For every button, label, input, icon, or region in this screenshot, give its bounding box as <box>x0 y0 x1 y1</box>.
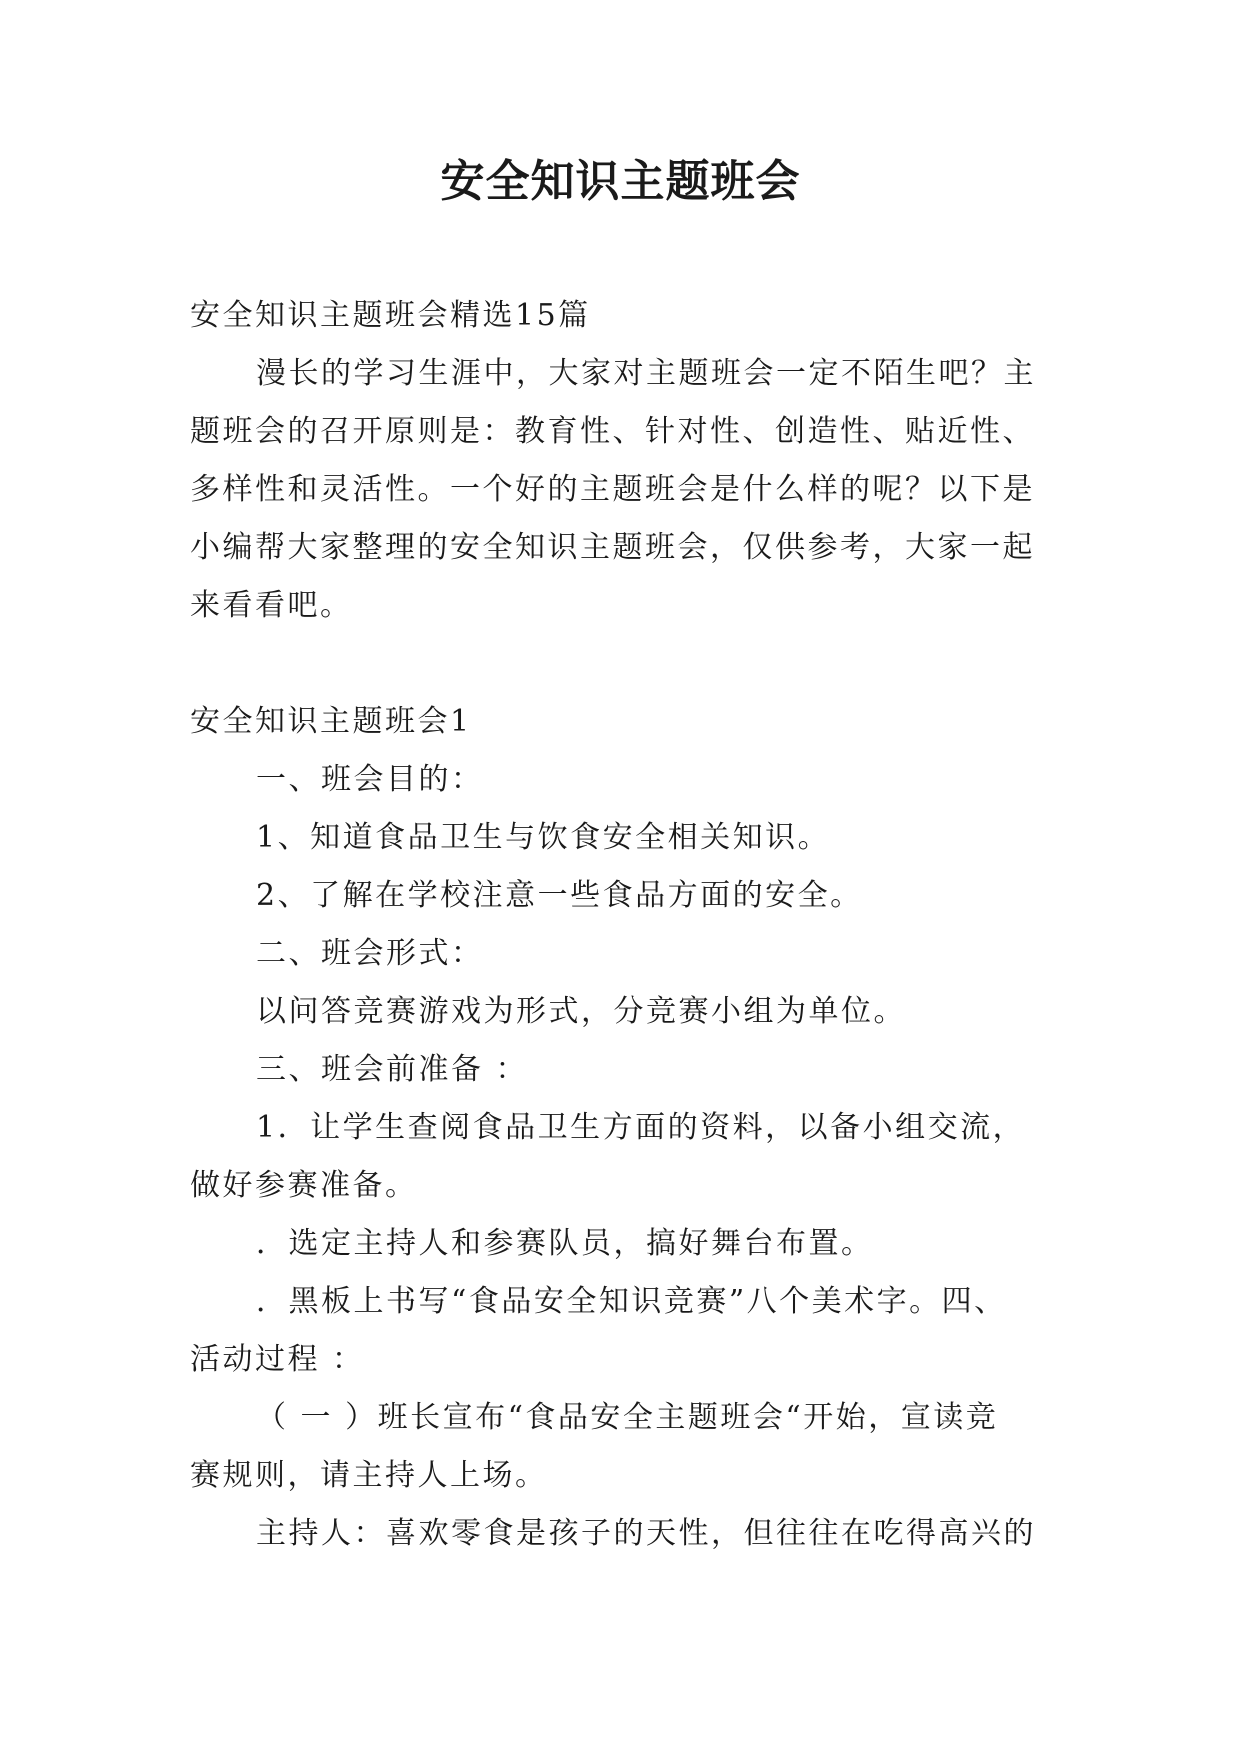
text-line: 安全知识主题班会1 <box>190 704 472 739</box>
text-line: 多样性和灵活性。一个好的主题班会是什么样的呢？以下是 <box>190 472 1035 507</box>
text-line: ．黑板上书写“食品安全知识竞赛”八个美术字。四、 <box>256 1284 1007 1319</box>
text-line: 三、班会前准备 ： <box>256 1052 529 1087</box>
text-line: 题班会的召开原则是：教育性、针对性、创造性、贴近性、 <box>190 414 1035 449</box>
text-line: 1、知道食品卫生与饮食安全相关知识。 <box>256 820 831 855</box>
text-line: 二、班会形式： <box>256 936 484 971</box>
text-line: 一、班会目的： <box>256 762 484 797</box>
text-line: ．选定主持人和参赛队员，搞好舞台布置。 <box>256 1226 874 1261</box>
document-title: 安全知识主题班会 <box>440 156 801 207</box>
text-line: 漫长的学习生涯中，大家对主题班会一定不陌生吧？主 <box>256 356 1036 391</box>
text-line: 做好参赛准备。 <box>190 1168 418 1203</box>
text-line: 活动过程 ： <box>190 1342 365 1377</box>
text-line: 1．让学生查阅食品卫生方面的资料，以备小组交流， <box>256 1110 1026 1145</box>
text-line: 小编帮大家整理的安全知识主题班会，仅供参考，大家一起 <box>190 530 1035 565</box>
text-line: 安全知识主题班会精选15篇 <box>190 298 591 333</box>
text-line: （ 一 ）班长宣布“食品安全主题班会“开始，宣读竞 <box>256 1400 999 1435</box>
text-line: 2、了解在学校注意一些食品方面的安全。 <box>256 878 863 913</box>
text-line: 来看看吧。 <box>190 588 353 623</box>
text-line: 主持人：喜欢零食是孩子的天性，但往往在吃得高兴的 <box>256 1516 1036 1551</box>
text-line: 以问答竞赛游戏为形式，分竞赛小组为单位。 <box>256 994 906 1029</box>
blank-line <box>190 635 1080 693</box>
text-line: 赛规则，请主持人上场。 <box>190 1458 548 1493</box>
document-body <box>190 287 1080 1563</box>
